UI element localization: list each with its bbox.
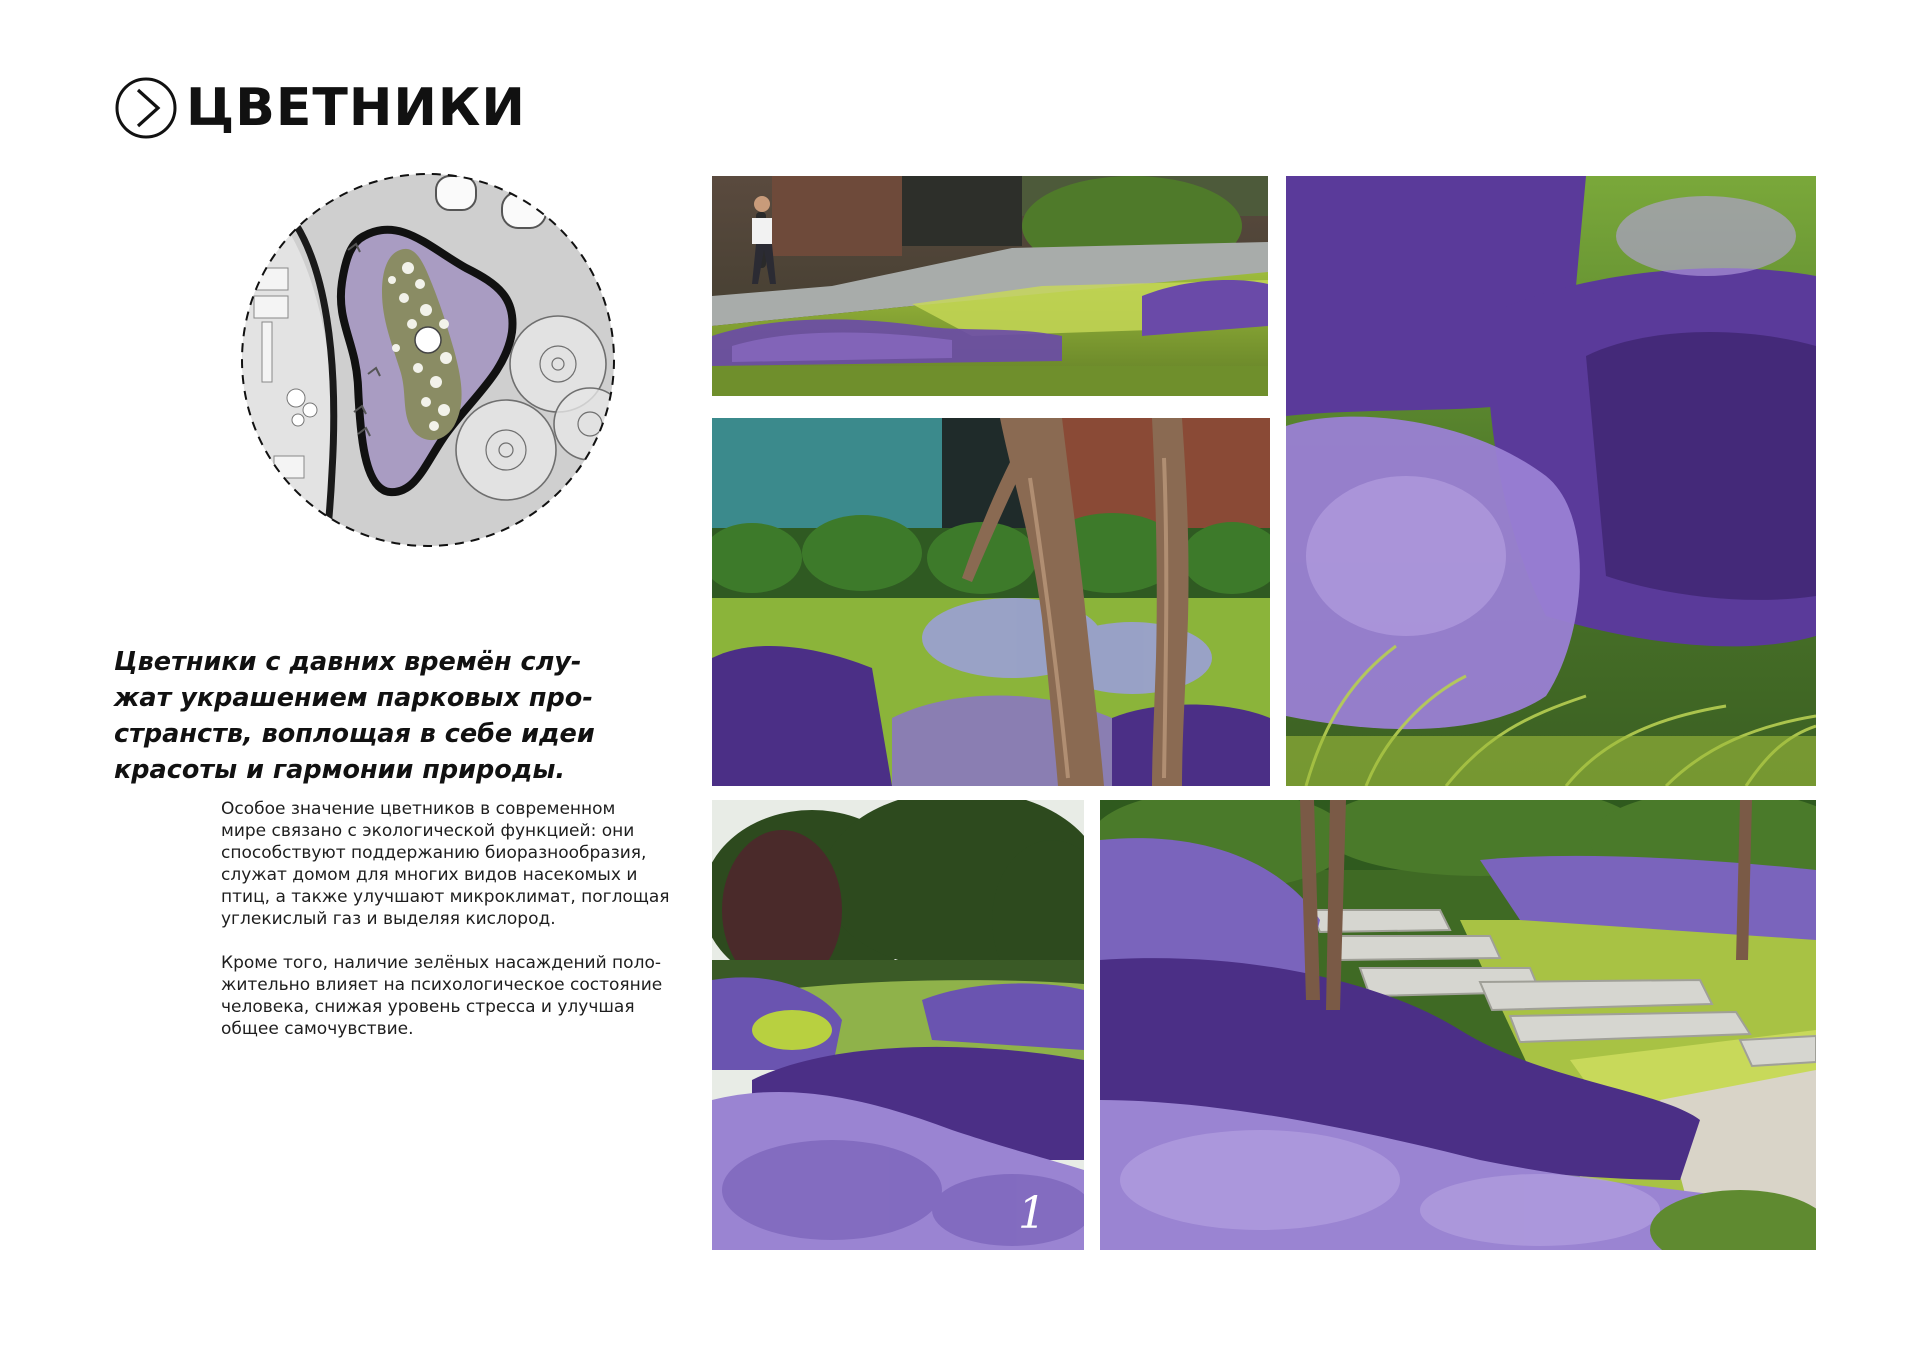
lead-line: красоты и гармонии природы.: [114, 755, 566, 785]
body-line: способствуют поддержанию биоразнообразия,: [221, 843, 647, 863]
lead-line: Цветники с давних времён слу-: [114, 647, 582, 677]
body-paragraphs: [221, 798, 721, 1040]
lead-paragraph: [114, 644, 634, 788]
body-line: углекислый газ и выделяя кислород.: [221, 909, 556, 929]
chevron-right-circle-icon: [114, 76, 178, 140]
page-title: ЦВЕТНИКИ: [186, 78, 526, 138]
page-header: [114, 76, 526, 140]
photo-salvia-catmint-closeup: [1286, 176, 1816, 786]
photo-trees-lavender-building: [712, 418, 1270, 786]
flowerbed-site-plan: [240, 172, 616, 548]
body-line: Кроме того, наличие зелёных насаждений поло-: [221, 953, 661, 973]
photo-marker: 1: [1018, 1188, 1046, 1239]
photo-stone-steps-lavender: [1100, 800, 1816, 1250]
lead-line: жат украшением парковых про-: [114, 683, 593, 713]
body-line: жительно влияет на психологическое состояние: [221, 975, 663, 995]
body-line: общее самочувствие.: [221, 1019, 414, 1039]
body-line: Особое значение цветников в современном: [221, 799, 616, 819]
body-line: мире связано с экологической функцией: они: [221, 821, 635, 841]
photo-meadow-catmint-border: [712, 800, 1084, 1250]
photo-garden-path-walker: [712, 176, 1268, 396]
body-line: птиц, а также улучшают микроклимат, поглощая: [221, 887, 670, 907]
lead-line: странств, воплощая в себе идеи: [114, 719, 595, 749]
paragraph-gap: [221, 930, 721, 952]
body-line: служат домом для многих видов насекомых и: [221, 865, 638, 885]
body-line: человека, снижая уровень стресса и улучшая: [221, 997, 635, 1017]
